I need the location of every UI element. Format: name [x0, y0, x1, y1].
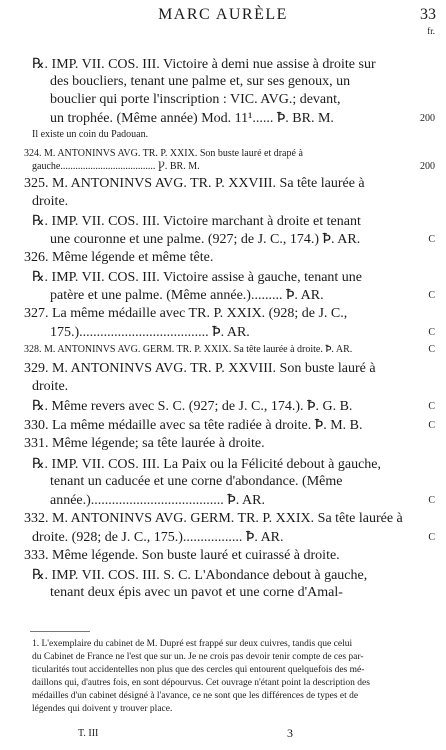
text-line: 332. M. ANTONINVS AVG. GERM. TR. P. XXIX. Sa tête laurée à: [24, 511, 403, 526]
value-column-entry: C: [428, 420, 435, 431]
text-line: bouclier qui porte l'inscription : VIC. AVG.; devant,: [50, 92, 341, 107]
footnote-line: légendes qui doivent y trouver place.: [32, 704, 173, 714]
text-line: 325. M. ANTONINVS AVG. TR. P. XXVIII. Sa tête laurée à: [24, 176, 365, 191]
text-line: 329. M. ANTONINVS AVG. TR. P. XXVIII. Son buste lauré à: [24, 361, 376, 376]
footnote-line: 1. L'exemplaire du cabinet de M. Dupré est frappé sur deux cuivres, tandis que celui: [32, 639, 353, 649]
text-line: ℞. IMP. VII. COS. III. Victoire à demi nue assise à droite sur: [32, 57, 376, 72]
running-head-title: MARC AURÈLE: [158, 6, 288, 23]
text-line: 326. Même légende et même tête.: [24, 250, 214, 265]
text-line: 327. La même médaille avec TR. P. XXIX. (928; de J. C.,: [24, 306, 348, 321]
footnote-line: médailles d'un cabinet désigné à l'avance, ce ne sont que les différences de types et de: [32, 691, 359, 701]
text-line: droite. (928; de J. C., 175.)................. Ꝥ. AR.: [32, 530, 284, 545]
page-number: 33: [420, 6, 436, 23]
text-line: un trophée. (Même année) Mod. 11¹...... Ꝥ. BR. M.: [50, 111, 334, 126]
text-line: tenant un caducée et une corne d'abondance. (Même: [50, 474, 343, 489]
text-line: une couronne et une palme. (927; de J. C., 174.) Ꝥ. AR.: [50, 232, 361, 247]
value-column-entry: C: [428, 532, 435, 543]
text-line: 328. M. ANTONINVS AVG. GERM. TR. P. XXIX. Sa tête laurée à droite. Ꝥ. AR.: [24, 344, 353, 355]
footnote-rule: [30, 631, 90, 632]
text-line: ℞. IMP. VII. COS. III. La Paix ou la Félicité debout à gauche,: [32, 457, 382, 472]
text-line: des boucliers, tenant une palme et, sur ses genoux, un: [50, 74, 351, 89]
text-line: Il existe un coin du Padouan.: [32, 129, 149, 140]
footnote-line: ticularités tout accidentelles non plus que des cercles qui entourent quelquefois des mé-: [32, 665, 365, 675]
text-line: année.)...................................... Ꝥ. AR.: [50, 493, 265, 508]
text-line: droite.: [32, 379, 69, 394]
footnote-line: daillons qui, d'autres fois, en sont dépourvus. Cet ouvrage n'étant point la description des: [32, 678, 370, 688]
signature-mark: 3: [287, 726, 293, 740]
footnote-line: du Cabinet de France ne l'est que sur un. Je ne crois pas devoir tenir compte de ces par-: [32, 652, 364, 662]
text-line: 175.)..................................... Ꝥ. AR.: [50, 325, 250, 340]
text-line: ℞. IMP. VII. COS. III. S. C. L'Abondance debout à gauche,: [32, 568, 368, 583]
volume-label: T. III: [78, 728, 99, 739]
value-column-entry: 200: [420, 113, 435, 124]
price-unit-label: fr.: [427, 26, 435, 36]
text-line: droite.: [32, 194, 69, 209]
value-column-entry: C: [428, 290, 435, 301]
text-line: gauche...................................... Ꝩ. BR. M.: [32, 161, 200, 172]
value-column-entry: C: [428, 344, 435, 355]
text-line: tenant deux épis avec un pavot et une corne d'Amal-: [50, 585, 343, 600]
value-column-entry: C: [428, 495, 435, 506]
text-line: 324. M. ANTONINVS AVG. TR. P. XXIX. Son buste lauré et drapé à: [24, 148, 303, 159]
value-column-entry: C: [428, 234, 435, 245]
text-line: 333. Même légende. Son buste lauré et cuirassé à droite.: [24, 548, 340, 563]
value-column-entry: C: [428, 327, 435, 338]
value-column-entry: C: [428, 401, 435, 412]
text-line: patère et une palme. (Même année.)......... Ꝥ. AR.: [50, 288, 324, 303]
value-column-entry: 200: [420, 161, 435, 172]
text-line: 330. La même médaille avec sa tête radiée à droite. Ꝥ. M. B.: [24, 418, 363, 433]
text-line: ℞. Même revers avec S. C. (927; de J. C., 174.). Ꝥ. G. B.: [32, 399, 353, 414]
text-line: ℞. IMP. VII. COS. III. Victoire marchant à droite et tenant: [32, 214, 361, 229]
text-line: ℞. IMP. VII. COS. III. Victoire assise à gauche, tenant une: [32, 270, 363, 285]
text-line: 331. Même légende; sa tête laurée à droite.: [24, 436, 265, 451]
